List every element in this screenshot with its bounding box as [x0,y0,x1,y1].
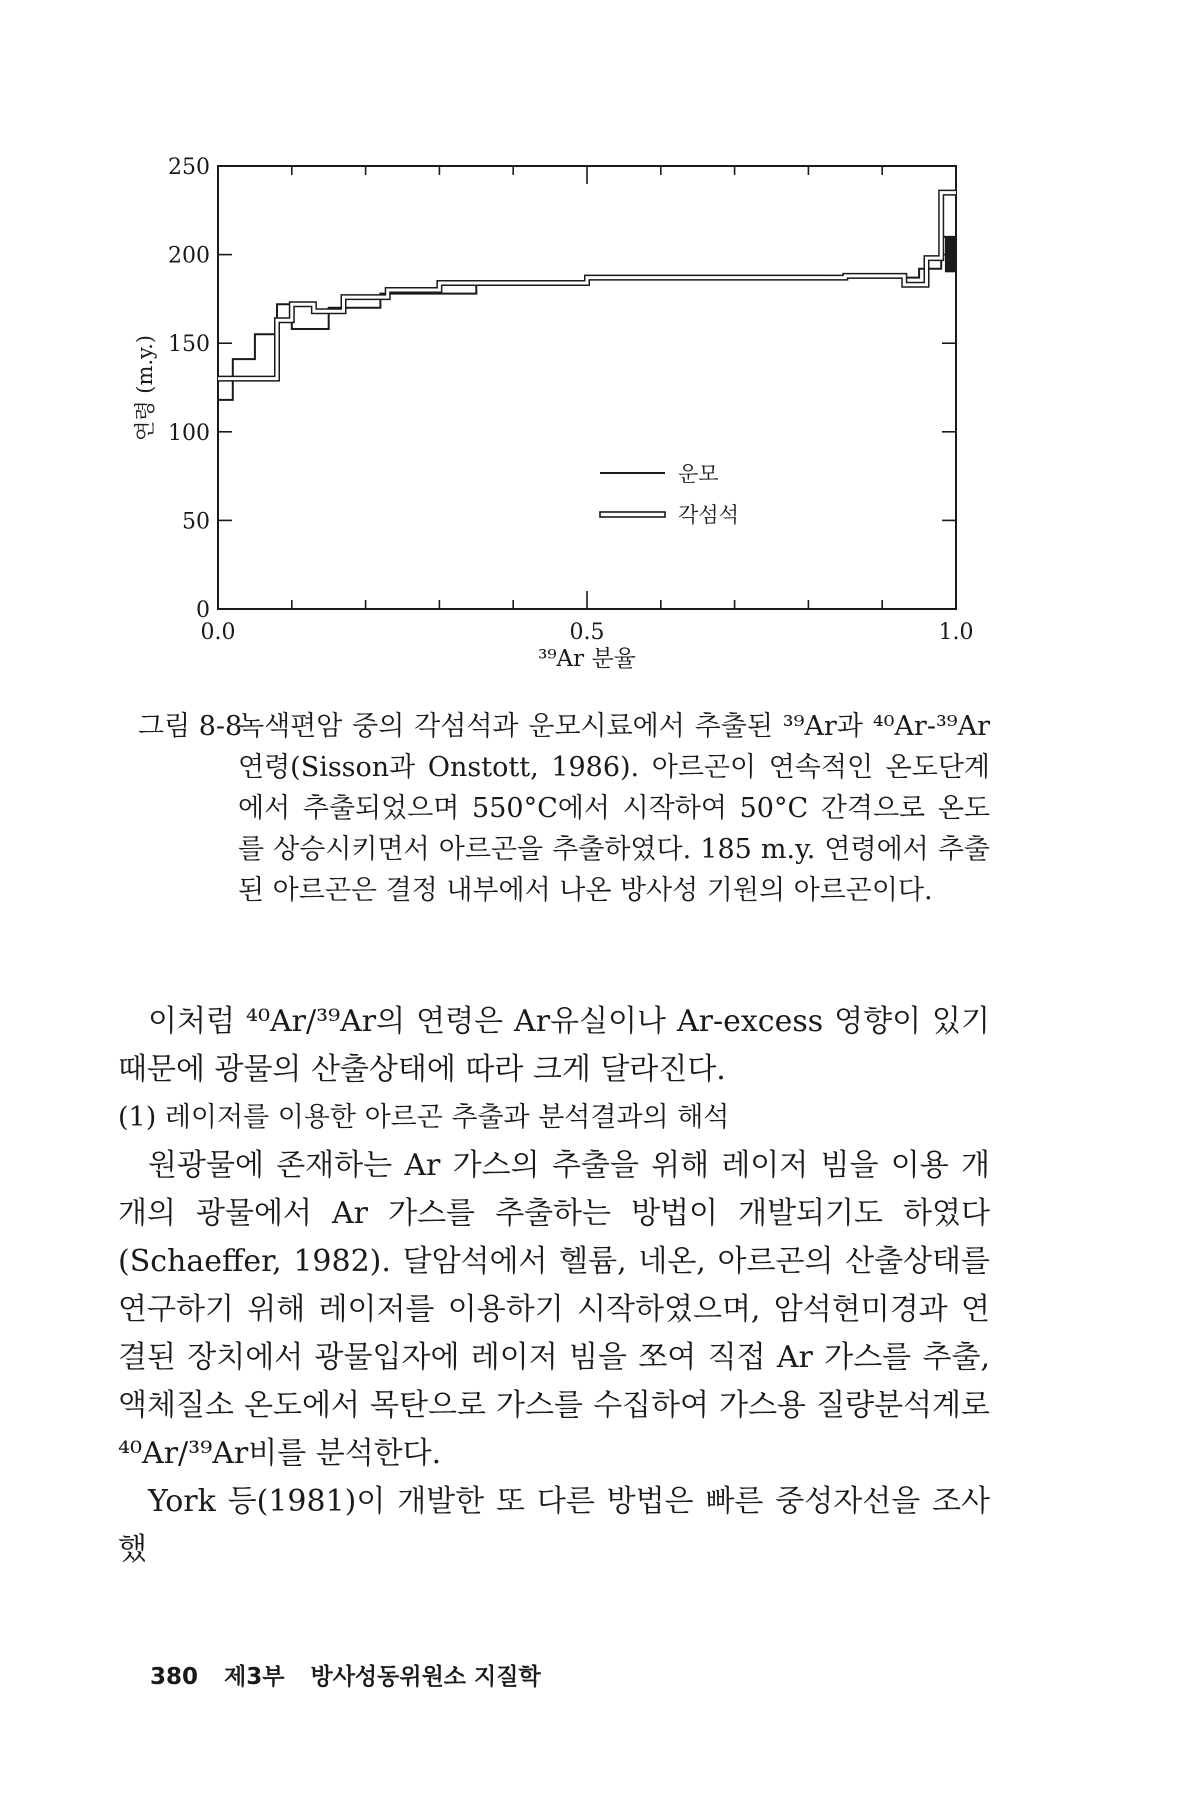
page-footer [150,1658,559,1691]
x-tick-label: 0.5 [569,620,605,645]
body-text [118,998,990,1574]
series-group [218,193,956,400]
legend-label-mica: 운모 [678,462,719,486]
legend-label-hornblende: 각섬석 [678,503,739,527]
y-tick-label: 200 [168,243,210,269]
final-step-fill [945,237,956,272]
x-axis-label: ³⁹Ar 분율 [538,646,636,672]
figure-caption-text: 녹색편암 중의 각섬석과 운모시료에서 추출된 ³⁹Ar과 ⁴⁰Ar-³⁹Ar 연령(Sisson과 Onstott, 1986). 아르곤이 연속적인 온도단계에서 추출되었으며 550°C에서 시작하여 50°C 간격으로 온도를 상승시키면서 아르곤을 추출하였다. 185 m.y. 연령에서 추출된 아르곤은 결정 내부에서 나온 방사성 기원의 아르곤이다. [238,711,990,906]
legend-swatch-hornblende [600,512,665,517]
x-tick-label: 0.0 [200,620,236,645]
y-tick-label: 150 [168,332,210,358]
footer-part: 제3부 [224,1664,285,1690]
figure-chart [0,0,1200,700]
footer-section: 방사성동위원소 지질학 [310,1664,541,1690]
series-line-mica [218,237,956,400]
figure-label: 그림 8-8 [138,711,243,742]
y-tick-label: 50 [182,509,210,535]
y-tick-label: 100 [168,420,210,446]
paragraph-3: York 등(1981)이 개발한 또 다른 방법은 빠른 중성자선을 조사했 [118,1484,990,1567]
y-tick-labels [168,155,210,623]
x-tick-label: 1.0 [938,620,974,645]
legend [600,462,739,527]
y-axis-label: 연령 (m.y.) [133,335,157,441]
y-tick-label: 250 [168,155,210,180]
x-tick-labels [201,620,974,645]
section-heading: (1) 레이저를 이용한 아르곤 추출과 분석결과의 해석 [118,1102,730,1133]
paragraph-1: 이처럼 ⁴⁰Ar/³⁹Ar의 연령은 Ar유실이나 Ar-excess 영향이 있기 때문에 광물의 산출상태에 따라 크게 달라진다. [118,1004,990,1087]
paragraph-2: 원광물에 존재하는 Ar 가스의 추출을 위해 레이저 빔을 이용 개개의 광물에서 Ar 가스를 추출하는 방법이 개발되기도 하였다(Schaeffer, 1982). 달암석에서 헬륨, 네온, 아르곤의 산출상태를 연구하기 위해 레이저를 이용하기 시작하였으며, 암석현미경과 연결된 장치에서 광물입자에 레이저 빔을 쪼여 직접 Ar 가스를 추출, 액체질소 온도에서 목탄으로 가스를 수집하여 가스용 질량분석계로 ⁴⁰Ar/³⁹Ar비를 분석한다. [118,1148,990,1471]
page-number: 380 [150,1664,199,1690]
axis-ticks [218,166,956,609]
y-tick-label: 0 [196,598,210,623]
plot-frame [218,166,956,609]
series-line-hornblende-outer [218,193,956,379]
